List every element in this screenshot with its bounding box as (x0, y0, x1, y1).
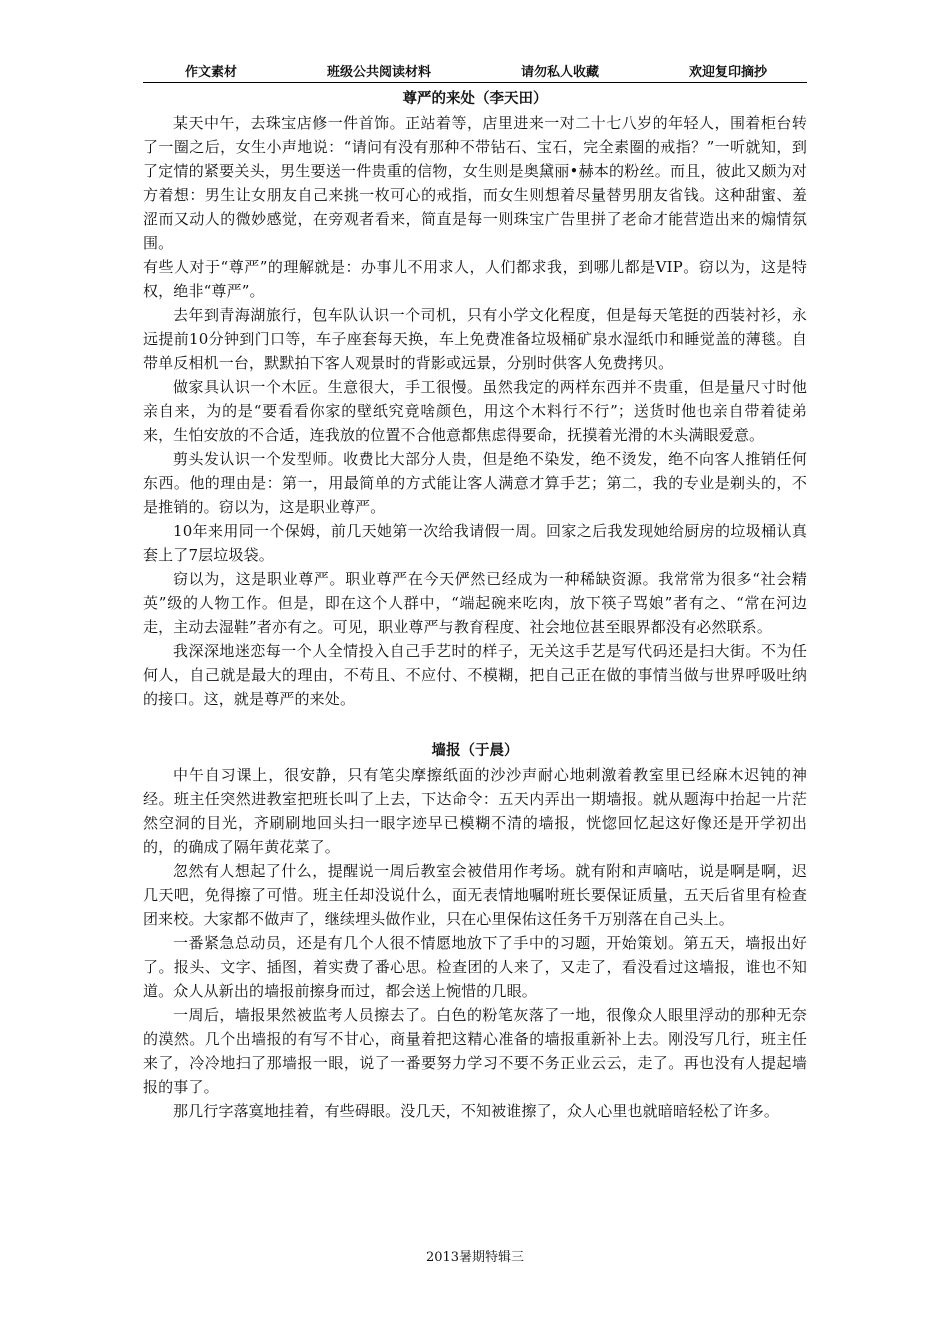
paragraph: 某天中午，去珠宝店修一件首饰。正站着等，店里进来一对二十七八岁的年轻人，围着柜台转了一圈之后，女生小声地说：“请问有没有那种不带钻石、宝石，完全素圈的戒指？”一听就知，到了定情的紧要关头，男生要送一件贵重的信物，女生则是奥黛丽•赫本的粉丝。而且，彼此又颇为对方着想：男生让女朋友自己来挑一枚可心的戒指，而女生则想着尽量替男朋友省钱。这种甜蜜、羞涩而又动人的微妙感觉，在旁观者看来，简直是每一则珠宝广告里拼了老命才能营造出来的煽情氛围。 (143, 114, 807, 252)
paragraph: 做家具认识一个木匠。生意很大，手工很慢。虽然我定的两样东西并不贵重，但是量尺寸时他亲自来，为的是“要看看你家的壁纸究竟啥颜色，用这个木料行不行”；送货时他也亲自带着徒弟来，生怕安放的不合适，连我放的位置不合他意都焦虑得要命，抚摸着光滑的木头满眼爱意。 (143, 378, 807, 444)
header-item-no-private: 请勿私人收藏 (520, 65, 599, 80)
paragraph: 忽然有人想起了什么，提醒说一周后教室会被借用作考场。就有附和声嘀咕，说是啊是啊，迟几天吧，免得擦了可惜。班主任却没说什么，面无表情地嘱咐班长要保证质量，五天后省里有检查团来校。大家都不做声了，继续埋头做作业，只在心里保佑这任务千万别落在自己头上。 (143, 862, 807, 928)
paragraph: 一周后，墙报果然被监考人员擦去了。白色的粉笔灰落了一地，很像众人眼里浮动的那种无奈的漠然。几个出墙报的有写不甘心，商量着把这精心准备的墙报重新补上去。刚没写几行，班主任来了，冷冷地扫了那墙报一眼，说了一番要努力学习不要不务正业云云，走了。再也没有人提起墙报的事了。 (143, 1006, 807, 1096)
article-title: 尊严的来处（李天田） (402, 90, 548, 107)
paragraph: 窃以为，这是职业尊严。职业尊严在今天俨然已经成为一种稀缺资源。我常常为很多“社会精英”级的人物工作。但是，即在这个人群中，“端起碗来吃肉，放下筷子骂娘”者有之、“常在河边走，主动去湿鞋”者亦有之。可见，职业尊严与教育程度、社会地位甚至眼界都没有必然联系。 (143, 570, 807, 636)
article-title: 墙报（于晨） (431, 742, 519, 759)
paragraph: 那几行字落寞地挂着，有些碍眼。没几天，不知被谁擦了，众人心里也就暗暗轻松了许多。 (173, 1102, 780, 1120)
document-page (143, 60, 807, 1123)
paragraph: 一番紧急总动员，还是有几个人很不情愿地放下了手中的习题，开始策划。第五天，墙报出好了。报头、文字、插图，着实费了番心思。检查团的人来了，又走了，看没看过这墙报，谁也不知道。众人从新出的墙报前擦身而过，都会送上惋惜的几眼。 (143, 934, 807, 1000)
paragraph: 剪头发认识一个发型师。收费比大部分人贵，但是绝不染发，绝不烫发，绝不向客人推销任何东西。他的理由是：第一，用最简单的方式能让客人满意才算手艺；第二，我的专业是剃头的，不是推销的。窃以为，这是职业尊严。 (143, 450, 807, 516)
paragraph: 我深深地迷恋每一个人全情投入自己手艺时的样子，无关这手艺是写代码还是扫大街。不为任何人，自己就是最大的理由，不苟且、不应付、不模糊，把自己正在做的事情当做与世界呼吸吐纳的接口。这，就是尊严的来处。 (143, 642, 807, 708)
header-divider (143, 82, 807, 83)
header-item-material: 作文素材 (185, 65, 238, 80)
page-header (143, 60, 807, 80)
paragraph: 去年到青海湖旅行，包车队认识一个司机，只有小学文化程度，但是每天笔挺的西装衬衫，永远提前10分钟到门口等，车子座套每天换，车上免费准备垃圾桶矿泉水湿纸巾和睡觉盖的薄毯。自带单反相机一台，默默拍下客人观景时的背影或远景，分别时供客人免费拷贝。 (143, 306, 807, 372)
paragraph: 有些人对于“尊严”的理解就是：办事儿不用求人，人们都求我，到哪儿都是VIP。窃以为，这是特权，绝非“尊严”。 (143, 258, 807, 300)
article-dignity (143, 87, 807, 711)
page-footer: 2013暑期特辑三 (425, 1250, 525, 1265)
header-item-welcome-copy: 欢迎复印摘抄 (688, 65, 767, 80)
header-item-reading: 班级公共阅读材料 (326, 65, 431, 80)
article-wall-newspaper (143, 739, 807, 1123)
paragraph: 10年来用同一个保姆，前几天她第一次给我请假一周。回家之后我发现她给厨房的垃圾桶认真套上了7层垃圾袋。 (143, 522, 807, 564)
paragraph: 中午自习课上，很安静，只有笔尖摩擦纸面的沙沙声耐心地刺激着教室里已经麻木迟钝的神经。班主任突然进教室把班长叫了上去，下达命令：五天内弄出一期墙报。就从题海中抬起一片茫然空洞的目光，齐刷刷地回头扫一眼字迹早已模糊不清的墙报，恍惚回忆起这好像还是开学初出的，的确成了隔年黄花菜了。 (143, 766, 807, 856)
